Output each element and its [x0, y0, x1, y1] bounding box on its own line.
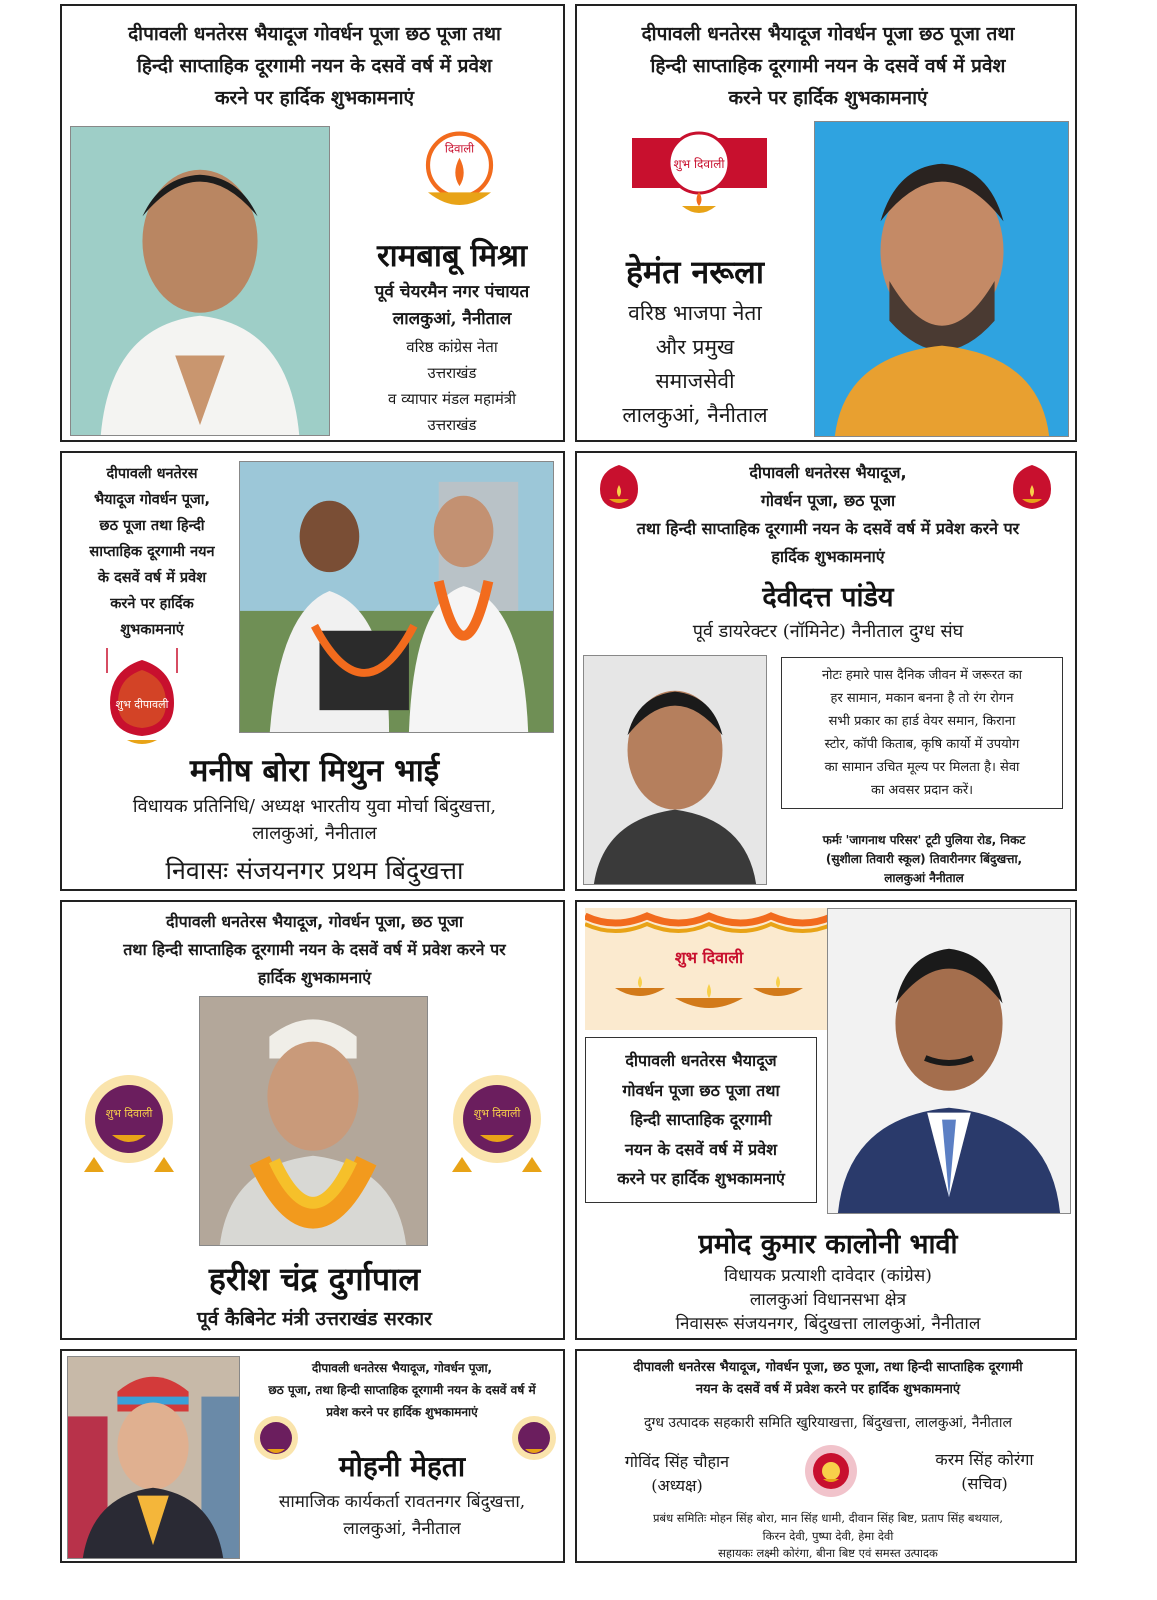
portrait-photo [70, 126, 330, 436]
president-name: गोविंद सिंह चौहान [624, 1452, 730, 1471]
ad-manish-bora [60, 451, 565, 891]
greeting-text: दीपावली धनतेरस भैयादूज, गोवर्धन पूजा, छठ पूजा तथा हिन्दी साप्ताहिक दूरगामी नयन के दसवें वर्ष में प्रवेश करने पर हार्दिक शुभकामनाएं [636, 463, 1020, 566]
person-name: मोहनी मेहता [338, 1450, 466, 1483]
ad-mohani-mehta [60, 1349, 565, 1563]
ad-pramod-kumar [575, 900, 1077, 1340]
portrait-photo [814, 121, 1069, 437]
shubh-diwali-banner-icon [632, 118, 767, 223]
person-title-extra: वरिष्ठ कांग्रेस नेता उत्तराखंड व व्यापार मंडल महामंत्री उत्तराखंड [387, 338, 517, 434]
person-name: प्रमोद कुमार कालोनी भावी [698, 1229, 958, 1260]
diwali-lamp-icon [407, 121, 512, 226]
portrait-photo [199, 996, 428, 1246]
shubh-diwali-icon [74, 1067, 184, 1177]
secretary-name: करम सिंह कोरंगा [935, 1450, 1034, 1469]
badge-text: शुभ दिवाली [105, 1107, 153, 1120]
ad-harish-durgapal [60, 900, 565, 1340]
badge-text: शुभ दिवाली [674, 948, 744, 967]
greeting-text: दीपावली धनतेरस भैयादूज गोवर्धन पूजा छठ पूजा तथा हिन्दी साप्ताहिक दूरगामी नयन के दसवें वर्ष में प्रवेश करने पर हार्दिक शुभकामनाएं [617, 1051, 785, 1188]
committee-members: प्रबंध समितिः मोहन सिंह बोरा, मान सिंह धामी, दीवान सिंह बिष्ट, प्रताप सिंह बथयाल, [652, 1511, 1004, 1525]
ad-hemant-narula [575, 4, 1077, 442]
rangoli-lamp-icon [801, 1441, 861, 1501]
badge-text: शुभ दिवाली [473, 1107, 521, 1120]
person-residence: निवासः संजयनगर प्रथम बिंदुखत्ता [165, 856, 464, 885]
greeting-text: दीपावली धनतेरस भैयादूज गोवर्धन पूजा छठ पूजा तथा हिन्दी साप्ताहिक दूरगामी नयन के दसवें वर्ष में प्रवेश करने पर हार्दिक शुभकामनाएं [128, 23, 501, 109]
person-title: पूर्व चेयरमैन नगर पंचायत लालकुआं, नैनीताल [374, 282, 530, 329]
ad-devidutt-pandey [575, 451, 1077, 891]
helpers: सहायकः लक्ष्मी कोरंगा, बीना बिष्ट एवं समस्त उत्पादक [718, 1546, 938, 1560]
person-title: विधायक प्रत्याशी दावेदार (कांग्रेस) लालकुआं विधानसभा क्षेत्र निवासरू संजयनगर, बिंदुखत्ता लालकुआं, नैनीताल [675, 1266, 981, 1334]
person-title: सामाजिक कार्यकर्ता रावतनगर बिंदुखत्ता, लालकुआं, नैनीताल [278, 1492, 526, 1539]
shubh-deepawali-icon [82, 648, 202, 748]
person-title: पूर्व कैबिनेट मंत्री उत्तराखंड सरकार [197, 1308, 432, 1330]
greeting-text: दीपावली धनतेरस भैयादूज, गोवर्धन पूजा, छठ पूजा तथा हिन्दी साप्ताहिक दूरगामी नयन के दसवें वर्ष में प्रवेश करने पर हार्दिक शुभकामनाएं [123, 912, 506, 987]
person-title: पूर्व डायरेक्टर (नॉमिनेट) नैनीताल दुग्ध संघ [692, 621, 964, 642]
greeting-text: दीपावली धनतेरस भैयादूज गोवर्धन पूजा, छठ पूजा तथा हिन्दी साप्ताहिक दूरगामी नयन के दसवें वर्ष में प्रवेश करने पर हार्दिक शुभकामनाएं [89, 466, 215, 638]
badge-text: दिवाली [444, 141, 475, 156]
badge-text: शुभ दीपावली [115, 698, 169, 711]
person-name: रामबाबू मिश्रा [376, 238, 527, 274]
person-title: वरिष्ठ भाजपा नेता और प्रमुख समाजसेवी लालकुआं, नैनीताल [622, 301, 768, 427]
greeting-box [585, 1037, 817, 1203]
shubh-diwali-lamps-banner [585, 908, 833, 1030]
portrait-photo [827, 908, 1071, 1214]
person-title: विधायक प्रतिनिधि/ अध्यक्ष भारतीय युवा मोर्चा बिंदुखत्ता, [132, 796, 497, 817]
ad-rambabu-mishra [60, 4, 565, 442]
greeting-text: दीपावली धनतेरस भैयादूज, गोवर्धन पूजा, छठ पूजा, तथा हिन्दी साप्ताहिक दूरगामी नयन के दसवें वर्ष में प्रवेश करने पर हार्दिक शुभकामनाएं [633, 1360, 1023, 1397]
greeting-text: दीपावली धनतेरस भैयादूज गोवर्धन पूजा छठ पूजा तथा हिन्दी साप्ताहिक दूरगामी नयन के दसवें वर्ष में प्रवेश करने पर हार्दिक शुभकामनाएं [641, 23, 1015, 109]
person-name: मनीष बोरा मिथुन भाई [189, 753, 440, 789]
portrait-photo [67, 1356, 240, 1559]
person-name: हेमंत नरूला [625, 253, 765, 291]
portrait-photo [583, 655, 767, 885]
ad-dugdh-samiti [575, 1349, 1077, 1563]
firm-address: फर्मः 'जागनाथ परिसर' टूटी पुलिया रोड, निकट (सुशीला तिवारी स्कूल) तिवारीनगर बिंदुखत्ता, लालकुआं नैनीताल [822, 833, 1026, 885]
person-name: हरीश चंद्र दुर्गापाल [208, 1260, 421, 1298]
person-name: देवीदत्त पांडेय [762, 582, 894, 613]
note-box: नोटः हमारे पास दैनिक जीवन में जरूरत का हर सामान, मकान बनना है तो रंग रोगन सभी प्रकार का हार्ड वेयर समान, किराना स्टोर, कॉपी किताब, कृषि कार्यो में उपयोग का सामान उचित मूल्य पर मिलता है। सेवा का अवसर प्रदान करें। [781, 657, 1063, 809]
greeting-text: दीपावली धनतेरस भैयादूज, गोवर्धन पूजा, छठ पूजा, तथा हिन्दी साप्ताहिक दूरगामी नयन के दसवें वर्ष में प्रवेश करने पर हार्दिक शुभकामनाएं [268, 1361, 536, 1419]
badge-text: शुभ दिवाली [673, 157, 725, 171]
org-name: दुग्ध उत्पादक सहकारी समिति खुरियाखत्ता, बिंदुखत्ता, लालकुआं, नैनीताल [643, 1415, 1012, 1431]
shubh-diwali-icon [442, 1067, 552, 1177]
event-photo [239, 461, 554, 733]
person-title-location: लालकुआं, नैनीताल [252, 823, 377, 844]
committee-members-cont: किरन देवी, पुष्पा देवी, हेमा देवी [762, 1529, 894, 1543]
president-role: (अध्यक्ष) [651, 1476, 703, 1495]
secretary-role: (सचिव) [961, 1474, 1008, 1493]
